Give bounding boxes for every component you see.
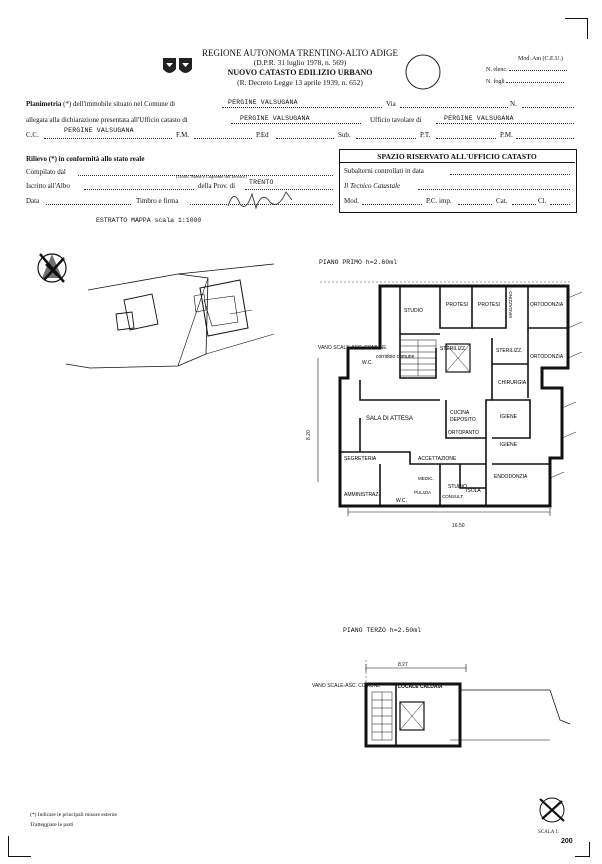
- tecnico-label: Il Tecnico Catastale: [344, 182, 401, 190]
- room-label-chirurgia: CHIRURGIA: [498, 380, 527, 386]
- cc-label: C.C.: [26, 131, 39, 139]
- room-label-sterilizz-1: STERILIZZ.: [440, 346, 467, 352]
- scala-label: [538, 830, 559, 835]
- scala-label-text: SCALA: [538, 830, 555, 835]
- pt-label: P.T.: [420, 131, 431, 139]
- north-arrow-icon: [38, 254, 66, 282]
- room-label-studio-1: STUDIO: [404, 308, 423, 314]
- cl-label: Cl.: [538, 197, 547, 205]
- row-planimetria: [26, 100, 175, 108]
- room-label-corridoio: corridoio comune: [376, 354, 415, 360]
- corner-mark-tr: [565, 18, 588, 39]
- room-label-wc-2: W.C.: [396, 498, 407, 504]
- n-label: N.: [510, 100, 517, 108]
- room-label-studio-2: STUDIO: [448, 484, 467, 490]
- fm-label: F.M.: [176, 131, 190, 139]
- subalterni-label: Subalterni controllati in data: [344, 167, 424, 175]
- prov-value: TRENTO: [249, 179, 274, 186]
- ufficio-catasto-value: PERGINE VALSUGANA: [240, 115, 310, 122]
- riservato-title: SPAZIO RISERVATO ALL'UFFICIO CATASTO: [377, 152, 537, 161]
- piano-primo-dim-height: 8.20: [306, 430, 312, 440]
- room-label-ortopanto: ORTOPANTO: [448, 430, 480, 436]
- n-fogli-text: N. fogli: [486, 79, 505, 85]
- rilievo-label: Rilievo (*) in conformità allo stato reale: [26, 155, 145, 163]
- catasto-title: NUOVO CATASTO EDILIZIO URBANO: [227, 68, 373, 77]
- room-label-isola: ISOLA: [466, 488, 481, 494]
- piano-terzo-vano-label: VANO SCALE-ASC. COMUNE: [312, 683, 381, 689]
- room-label-igiene-1: IGIENE: [500, 414, 517, 420]
- room-label-endodonzia: ENDODONZIA: [494, 474, 528, 480]
- region-emblem-icon: [161, 55, 195, 79]
- mod-label: Mod. Am (C.E.U.): [518, 56, 563, 62]
- estratto-mappa-title: ESTRATTO MAPPA scala 1:1000: [96, 217, 202, 224]
- compilato-note: (Titolo, Nome e Cognome del Tecnico): [176, 174, 247, 179]
- scala-prefix: 1:: [555, 830, 560, 835]
- piano-primo-vano-label: VANO SCALE-ASC. COMUNE: [318, 345, 387, 351]
- prov-label: della Prov. di: [198, 182, 236, 190]
- piano-terzo-plan: [300, 650, 585, 750]
- room-label-magazzino: MAGAZZINO: [508, 291, 513, 318]
- riservato-mod-label: Mod.: [344, 197, 359, 205]
- room-label-ortodonzia-2: ORTODONZIA: [530, 354, 564, 360]
- sub-label: Sub.: [338, 131, 351, 139]
- piano-primo-dim-width: 16.50: [452, 523, 465, 529]
- piano-primo-plan: [300, 268, 585, 536]
- planimetria-label: Planimetria: [26, 100, 62, 108]
- room-label-accettazione: ACCETTAZIONE: [418, 456, 457, 462]
- ufficio-tavolare-value: PERGINE VALSUGANA: [444, 115, 514, 122]
- comune-value: PERGINE VALSUGANA: [228, 99, 298, 106]
- room-label-amministraz: AMMINISTRAZ.: [344, 492, 380, 498]
- ufficio-tavolare-label: Ufficio tavolare di: [370, 116, 422, 124]
- decreto-line: (R. Decreto Legge 13 aprile 1939, n. 652): [237, 78, 363, 87]
- room-label-protesi-2: PROTESI: [478, 302, 500, 308]
- planimetria-text: (*) dell'immobile situato nel Comune di: [63, 100, 176, 108]
- room-label-sterilizz-2: STERILIZZ.: [496, 348, 523, 354]
- room-label-protesi-1: PROTESI: [446, 302, 468, 308]
- n-elenco-label: [486, 67, 567, 73]
- n-elenco-text: N. elenc.: [486, 67, 508, 73]
- estratto-mappa-drawing: [28, 244, 278, 384]
- iscritto-label: Iscritto all'Albo: [26, 182, 70, 190]
- room-label-consult: CONSULT.: [442, 494, 464, 499]
- via-label: Via: [386, 100, 396, 108]
- corner-mark-br: [575, 842, 590, 857]
- pm-label: P.M.: [500, 131, 513, 139]
- allegata-text: allegata alla dichiarazione presentata all'Ufficio catasto di: [26, 116, 188, 124]
- room-label-pulizia: PULIZIA: [414, 490, 432, 495]
- ped-label: P.Ed: [256, 131, 269, 139]
- pc-imp-label: P.C. imp.: [426, 197, 452, 205]
- cc-value: PERGINE VALSUGANA: [64, 127, 134, 134]
- corner-mark-bl: [8, 836, 31, 857]
- room-label-wc-1: W.C.: [362, 360, 373, 366]
- footer-note-2: Tratteggiare le parti: [30, 822, 74, 828]
- timbro-label: Timbro e firma: [136, 197, 179, 205]
- room-label-igiene-2: IGIENE: [500, 442, 517, 448]
- region-title: REGIONE AUTONOMA TRENTINO-ALTO ADIGE: [202, 48, 398, 58]
- room-label-ortodonzia-1: ORTODONZIA: [530, 302, 564, 308]
- n-fogli-label: [486, 79, 564, 85]
- room-label-medic: MEDIC.: [418, 476, 434, 481]
- header-block: [195, 48, 405, 88]
- stamp-circle: [404, 53, 442, 91]
- room-label-sala-attesa: SALA DI ATTESA: [366, 416, 413, 422]
- cat-label: Cat.: [496, 197, 508, 205]
- signature-scribble: [226, 186, 296, 212]
- dpr-line: (D.P.R. 31 luglio 1978, n. 569): [253, 58, 347, 67]
- piano-terzo-locale-label: LOCALE CALDAIA: [398, 684, 443, 690]
- footer-note: (*) Indicare le principali misure esterne: [30, 812, 117, 818]
- piano-primo-title: PIANO PRIMO h=2.60ml: [319, 259, 398, 266]
- scale-compass-icon: [532, 795, 572, 825]
- piano-terzo-title: PIANO TERZO h=2.50ml: [343, 627, 422, 634]
- compilato-label: Compilato dal: [26, 168, 66, 176]
- room-label-cucina: CUCINA: [450, 410, 470, 416]
- piano-terzo-dim-width: 8.27: [398, 662, 408, 668]
- room-label-deposito: DEPOSITO: [450, 417, 476, 423]
- room-label-segreteria: SEGRETERIA: [344, 456, 377, 462]
- data-label: Data: [26, 197, 40, 205]
- scale-value: 200: [561, 838, 573, 845]
